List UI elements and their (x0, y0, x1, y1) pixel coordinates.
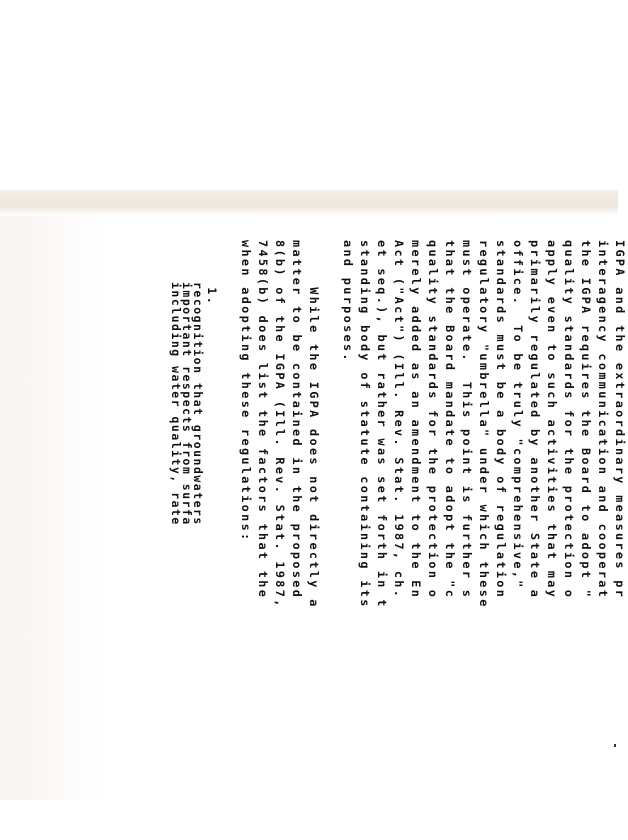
text-line: regulatory "umbrella" under which these (477, 240, 491, 609)
text-line: must operate. This point is further s (460, 240, 474, 600)
text-line: 7458(b) does list the factors that the (256, 240, 270, 600)
text-line: et seq.), but rather was set forth in t (375, 240, 389, 609)
page-margin (0, 216, 105, 800)
text-line: and purposes. (341, 240, 355, 363)
text-line: matter to be contained in the proposed (290, 240, 304, 600)
text-line: Act ("Act") (Ill. Rev. Stat. 1987, ch. (392, 240, 406, 600)
list-number: 1. (205, 240, 219, 307)
text-line: the IGPA requires the Board to adopt " (579, 240, 593, 600)
text-line: when adopting these regulations: (239, 240, 253, 543)
list-item-line: important respects from surfa (180, 282, 194, 526)
stray-mark (614, 744, 616, 747)
text-line: primarily regulated by another State a (528, 240, 542, 600)
text-line: quality standards for the protection o (426, 240, 440, 600)
text-line: merely added as an amendment to the En (409, 240, 423, 600)
text-line: standards must be a body of regulation (494, 240, 508, 600)
text-line: 8(b) of the IGPA (Ill. Rev. Stat. 1987, (273, 240, 287, 609)
blank-line (220, 240, 237, 840)
text-line: IGPA and the extraordinary measures pr (613, 240, 627, 600)
text-line: apply even to such activities that may (545, 240, 559, 600)
text-line: that the Board mandate to adopt the "c (443, 240, 457, 600)
scan-shadow-band (0, 190, 618, 216)
list-item (170, 240, 203, 840)
list-item-line: recognition that groundwaters (191, 282, 205, 526)
scanned-document-page (170, 240, 628, 840)
text-line: quality standards for the protection o (562, 240, 576, 600)
text-line: While the IGPA does not directly a (307, 240, 321, 609)
text-line: interagency communication and cooperat (596, 240, 610, 600)
list-item-line: including water quality, rate (169, 282, 183, 526)
text-line: standing body of statute containing its (358, 240, 372, 609)
blank-line (322, 240, 339, 840)
text-line: office. To be truly "comprehensive," (511, 240, 525, 600)
